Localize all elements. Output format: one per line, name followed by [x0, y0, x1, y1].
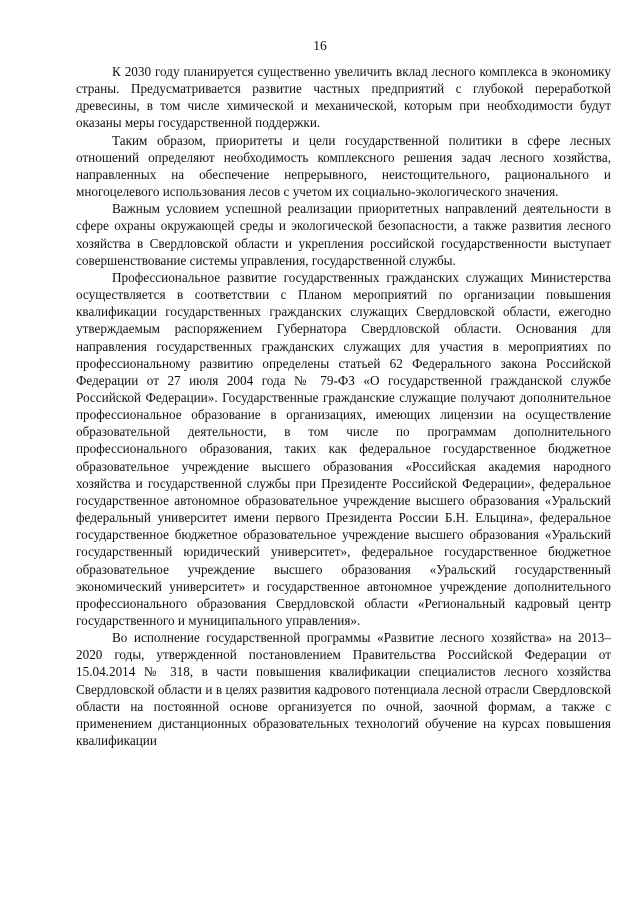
paragraph: Профессиональное развитие государственных гражданских служащих Министерства осуществляется в соответствии с Планом мероприятий по организации повышения квалификации государственных гражданских служащих Свердловской области, ежегодно утверждаемым распоряжением Губернатора Свердловской области. Основания для направления государственных гражданских служащих для участия в мероприятиях по профессиональному развитию определены статьей 62 Федерального закона Российской Федерации от 27 июля 2004 года № 79-ФЗ «О государственной гражданской службе Российской Федерации». Государственные гражданские служащие получают дополнительное профессиональное образование в организациях, имеющих лицензии на осуществление образовательной деятельности, в том числе по программам дополнительного профессионального образования, таких как федеральное государственное бюджетное образовательное учреждение высшего образования «Российская академия народного хозяйства и государственной службы при Президенте Российской Федерации», федеральное государственное автономное образовательное учреждение высшего образования «Уральский федеральный университет имени первого Президента России Б.Н. Ельцина», федеральное государственное бюджетное образовательное учреждение высшего образования «Уральский государственный юридический университет», федеральное государственное бюджетное образовательное учреждение высшего образования «Уральский государственный экономический университет» и государственное автономное учреждение дополнительного профессионального образования Свердловской области «Региональный кадровый центр государственного и муниципального управления». [76, 269, 611, 628]
paragraph: Важным условием успешной реализации приоритетных направлений деятельности в сфере охраны окружающей среды и экологической безопасности, а также развития лесного хозяйства в Свердловской области и укрепления российской государственности выступает совершенствование системы управления, государственной службы. [76, 201, 611, 268]
document-body [76, 63, 611, 749]
paragraph: К 2030 году планируется существенно увеличить вклад лесного комплекса в экономику страны. Предусматривается развитие частных предприятий с глубокой переработкой древесины, в том числе химической и механической, которым при необходимости будут оказаны меры государственной поддержки. [76, 64, 611, 131]
paragraph: Таким образом, приоритеты и цели государственной политики в сфере лесных отношений определяют необходимость комплексного решения задач лесного хозяйства, направленных на обеспечение непрерывного, неистощительного, рационального и многоцелевого использования лесов с учетом их социально-экологического значения. [76, 132, 611, 200]
paragraph: Во исполнение государственной программы «Развитие лесного хозяйства» на 2013–2020 годы, утвержденной постановлением Правительства Российской Федерации от 15.04.2014 № 318, в части повышения квалификации специалистов лесного хозяйства Свердловской области и в целях развития кадрового потенциала лесной отрасли Свердловской области на постоянной основе организуется по очной, заочной формам, а также с применением дистанционных образовательных технологий обучение на курсах повышения квалификации [76, 630, 611, 749]
page-number: 16 [313, 38, 327, 53]
